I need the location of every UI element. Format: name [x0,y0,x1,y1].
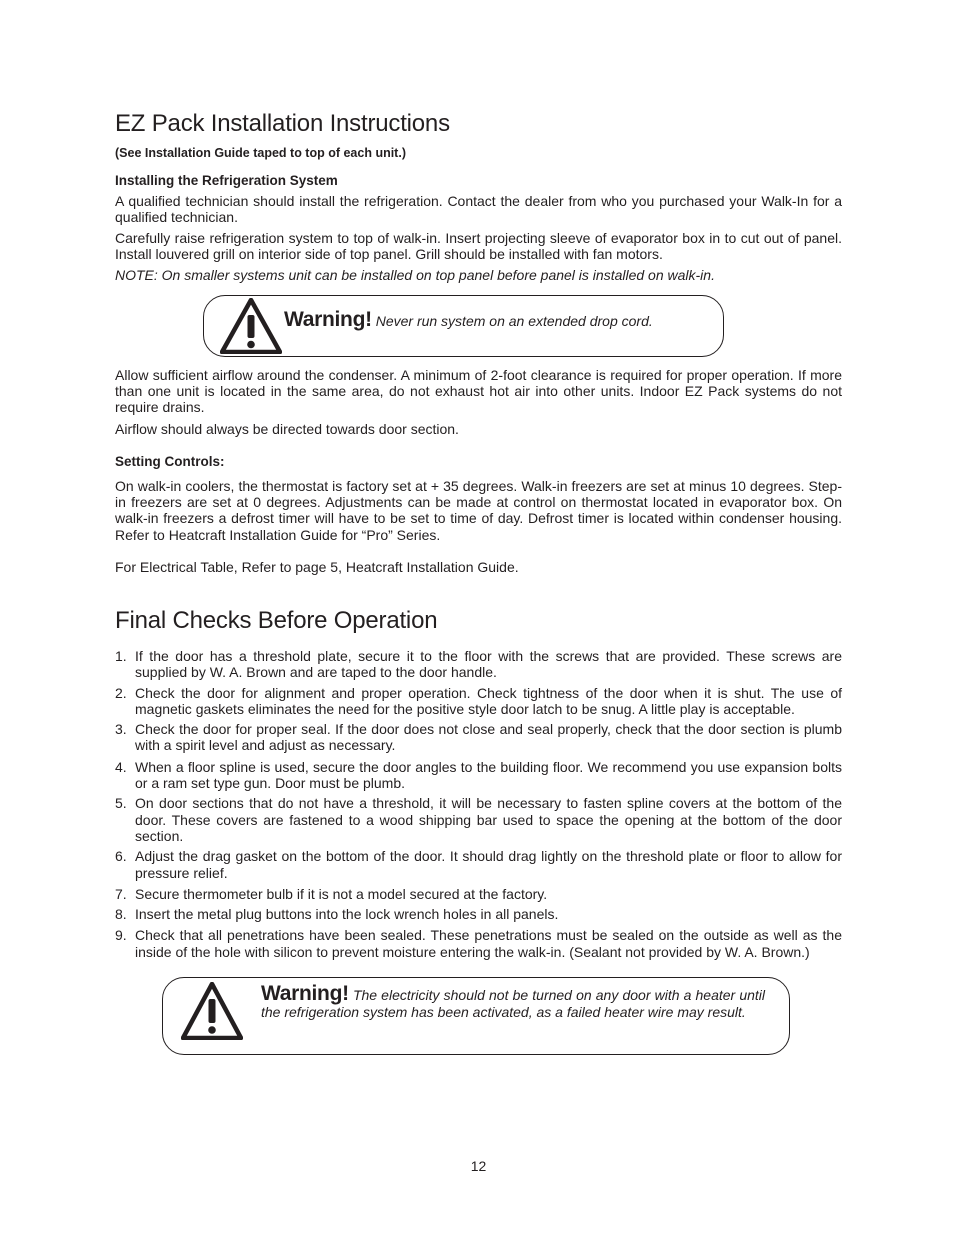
heading-refrigeration: Installing the Refrigeration System [115,173,338,188]
installation-guide-note: (See Installation Guide taped to top of each unit.) [115,146,406,160]
list-item: 7. Secure thermometer bulb if it is not a model secured at the factory. [115,885,548,902]
warning-text-heater [261,982,766,1020]
warning-text-drop-cord [284,308,704,331]
warning-box-drop-cord [203,295,724,357]
paragraph-qualified-technician: A qualified technician should install the refrigeration. Contact the dealer from who you purchased your Walk-In for a qualified technician. [115,193,842,226]
list-item: 4. When a floor spline is used, secure the door angles to the building floor. We recommend you use expansion bolts or a ram set type gun. Door must be plumb. [115,758,842,792]
section-title-ez-pack: EZ Pack Installation Instructions [115,110,450,137]
page-number: 12 [470,1158,487,1174]
list-item: 9. Check that all penetrations have been sealed. These penetrations must be sealed on the outside as well as the inside of the hole with silicon to prevent moisture entering the walk-in. (Sealant not provided by W. A. Brown.) [115,927,842,960]
warning-label: Warning! [261,982,349,1005]
warning-body: Never run system on an extended drop cord. [375,313,653,329]
final-checks-list [115,648,842,960]
warning-body: The electricity should not be turned on any door with a heater until the refrigeration system has been activated, as a failed heater wire may result. [261,987,766,1020]
warning-triangle-icon [220,298,282,354]
paragraph-thermostat: On walk-in coolers, the thermostat is factory set at + 35 degrees. Walk-in freezers are set at minus 10 degrees. Step-in freezers are set at 0 degrees. Adjustments can be made at control on thermostat located in evaporator box. On walk-in freezers a defrost timer will have to be set to time of day. Defrost timer is located within condenser housing. Refer to Heatcraft Installation Guide for “Pro” Series. [115,478,842,543]
list-item: 1. If the door has a threshold plate, secure it to the floor with the screws that are provided. These screws are supplied by W. A. Brown and are taped to the door handle. [115,648,842,681]
note-smaller-systems: NOTE: On smaller systems unit can be installed on top panel before panel is installed on walk-in. [115,267,715,283]
section-title-final-checks: Final Checks Before Operation [115,607,438,634]
paragraph-airflow: Allow sufficient airflow around the condenser. A minimum of 2-foot clearance is required for proper operation. If more than one unit is located in the same area, do not exhaust hot air into other units. Indoor EZ Pack systems do not require drains. [115,367,842,416]
heading-setting-controls: Setting Controls: [115,454,225,469]
warning-box-heater [162,977,790,1055]
warning-label: Warning! [284,308,372,331]
list-item: 6. Adjust the drag gasket on the bottom of the door. It should drag lightly on the threshold plate or floor to allow for pressure relief. [115,848,842,881]
warning-triangle-icon [181,982,243,1040]
paragraph-electrical-table: For Electrical Table, Refer to page 5, Heatcraft Installation Guide. [115,559,519,575]
list-item: 5. On door sections that do not have a threshold, it will be necessary to fasten spline covers at the bottom of the door. These covers are fastened to a wood shipping bar used to space the opening at the bottom of the door section. [115,795,842,844]
list-item: 2. Check the door for alignment and proper operation. Check tightness of the door when it is shut. The use of magnetic gaskets eliminates the need for the positive style door latch to be snug. A little play is acceptable. [115,684,842,717]
list-item: 3. Check the door for proper seal. If the door does not close and seal properly, check that the door section is plumb with a spirit level and adjust as necessary. [115,721,842,754]
list-item: 8. Insert the metal plug buttons into the lock wrench holes in all panels. [115,906,559,923]
paragraph-raise-system: Carefully raise refrigeration system to top of walk-in. Insert projecting sleeve of evaporator box in to cut out of panel. Install louvered grill on interior side of top panel. Grill should be installed with fan motors. [115,230,842,263]
paragraph-airflow-direction: Airflow should always be directed towards door section. [115,421,459,437]
